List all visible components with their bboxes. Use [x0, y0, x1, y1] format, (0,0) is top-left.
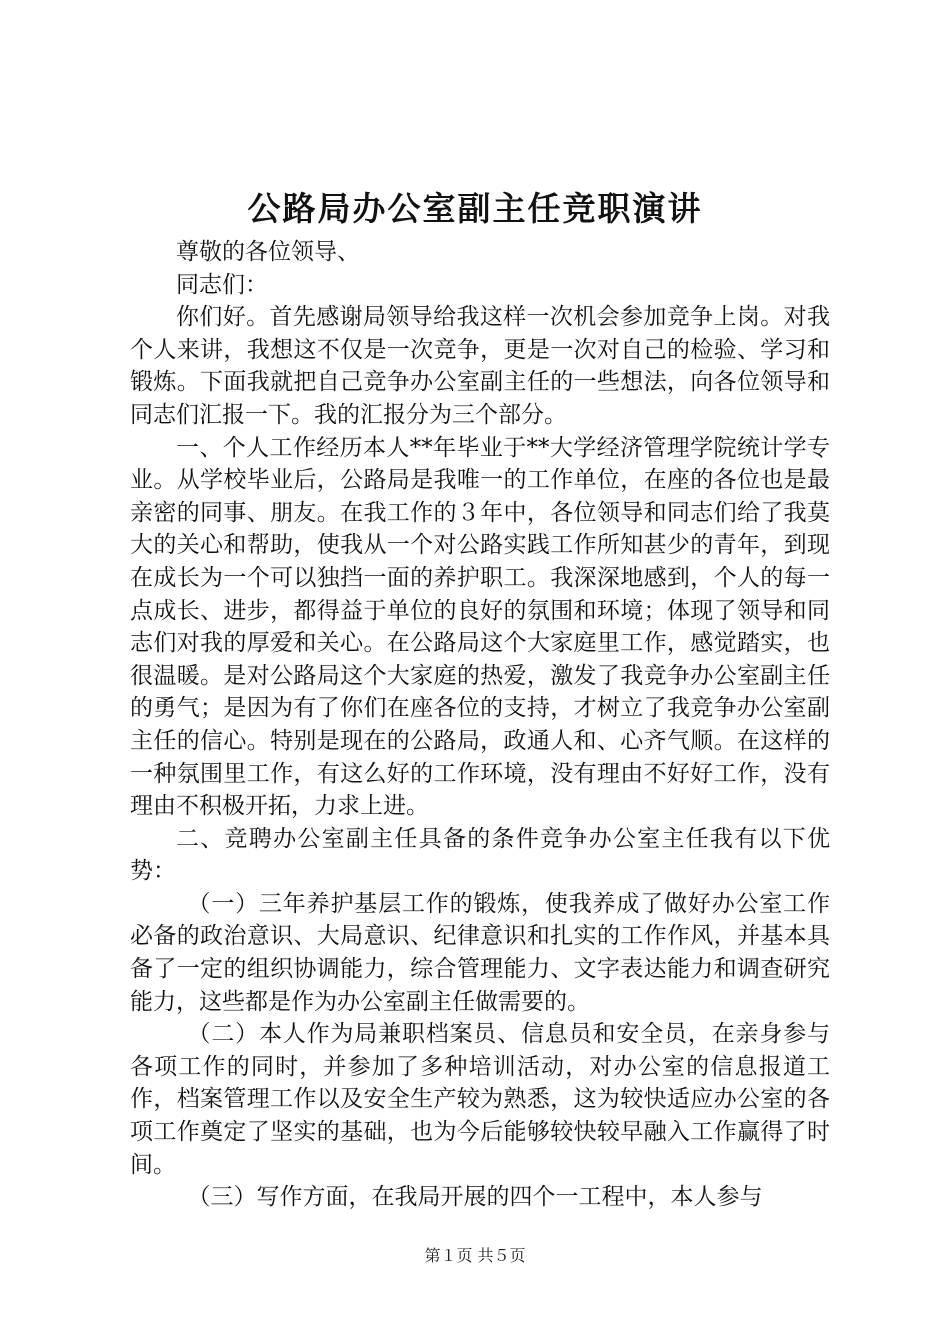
paragraph-section-2: 二、竞聘办公室副主任具备的条件竞争办公室主任我有以下优势： — [130, 825, 830, 885]
page-footer: 第１页 共５页 — [424, 1246, 526, 1265]
paragraph-intro: 你们好。首先感谢局领导给我这样一次机会参加竞争上岗。对我个人来讲，我想这不仅是一次竞争，更是一次对自己的检验、学习和锻炼。下面我就把自己竞争办公室副主任的一些想法，向各位领导和同志们汇报一下。我的汇报分为三个部分。 — [130, 304, 830, 428]
salutation-line-2: 同志们： — [176, 271, 268, 298]
paragraph-item-3: （三）写作方面，在我局开展的四个一工程中，本人参与 — [187, 1184, 763, 1211]
paragraph-item-1: （一）三年养护基层工作的锻炼，使我养成了做好办公室工作必备的政治意识、大局意识、纪律意识和扎实的工作作风，并基本具备了一定的组织协调能力，综合管理能力、文字表达能力和调查研究能力，这些都是作为办公室副主任做需要的。 — [130, 890, 830, 1015]
document-title: 公路局办公室副主任竞职演讲 — [247, 189, 703, 228]
salutation-line-1: 尊敬的各位领导、 — [176, 239, 360, 265]
paragraph-section-1: 一、个人工作经历本人**年毕业于**大学经济管理学院统计学专业。从学校毕业后，公路局是我唯一的工作单位，在座的各位也是最亲密的同事、朋友。在我工作的３年中，各位领导和同志们给了我莫大的关心和帮助，使我从一个对公路实践工作所知甚少的青年，到现在成长为一个可以独挡一面的养护职工。我深深地感到，个人的每一点成长、进步，都得益于单位的良好的氛围和环境；体现了领导和同志们对我的厚爱和关心。在公路局这个大家庭里工作，感觉踏实，也很温暖。是对公路局这个大家庭的热爱，激发了我竞争办公室副主任的勇气；是因为有了你们在座各位的支持，才树立了我竞争办公室副主任的信心。特别是现在的公路局，政通人和、心齐气顺。在这样的一种氛围里工作，有这么好的工作环境，没有理由不好好工作，没有理由不积极开拓，力求上进。 — [130, 434, 830, 820]
paragraph-item-2: （二）本人作为局兼职档案员、信息员和安全员，在亲身参与各项工作的同时，并参加了多种培训活动，对办公室的信息报道工作，档案管理工作以及安全生产较为熟悉，这为较快适应办公室的各项工作奠定了坚实的基础，也为今后能够较快较早融入工作赢得了时间。 — [130, 1021, 830, 1178]
document-body — [130, 236, 830, 1214]
